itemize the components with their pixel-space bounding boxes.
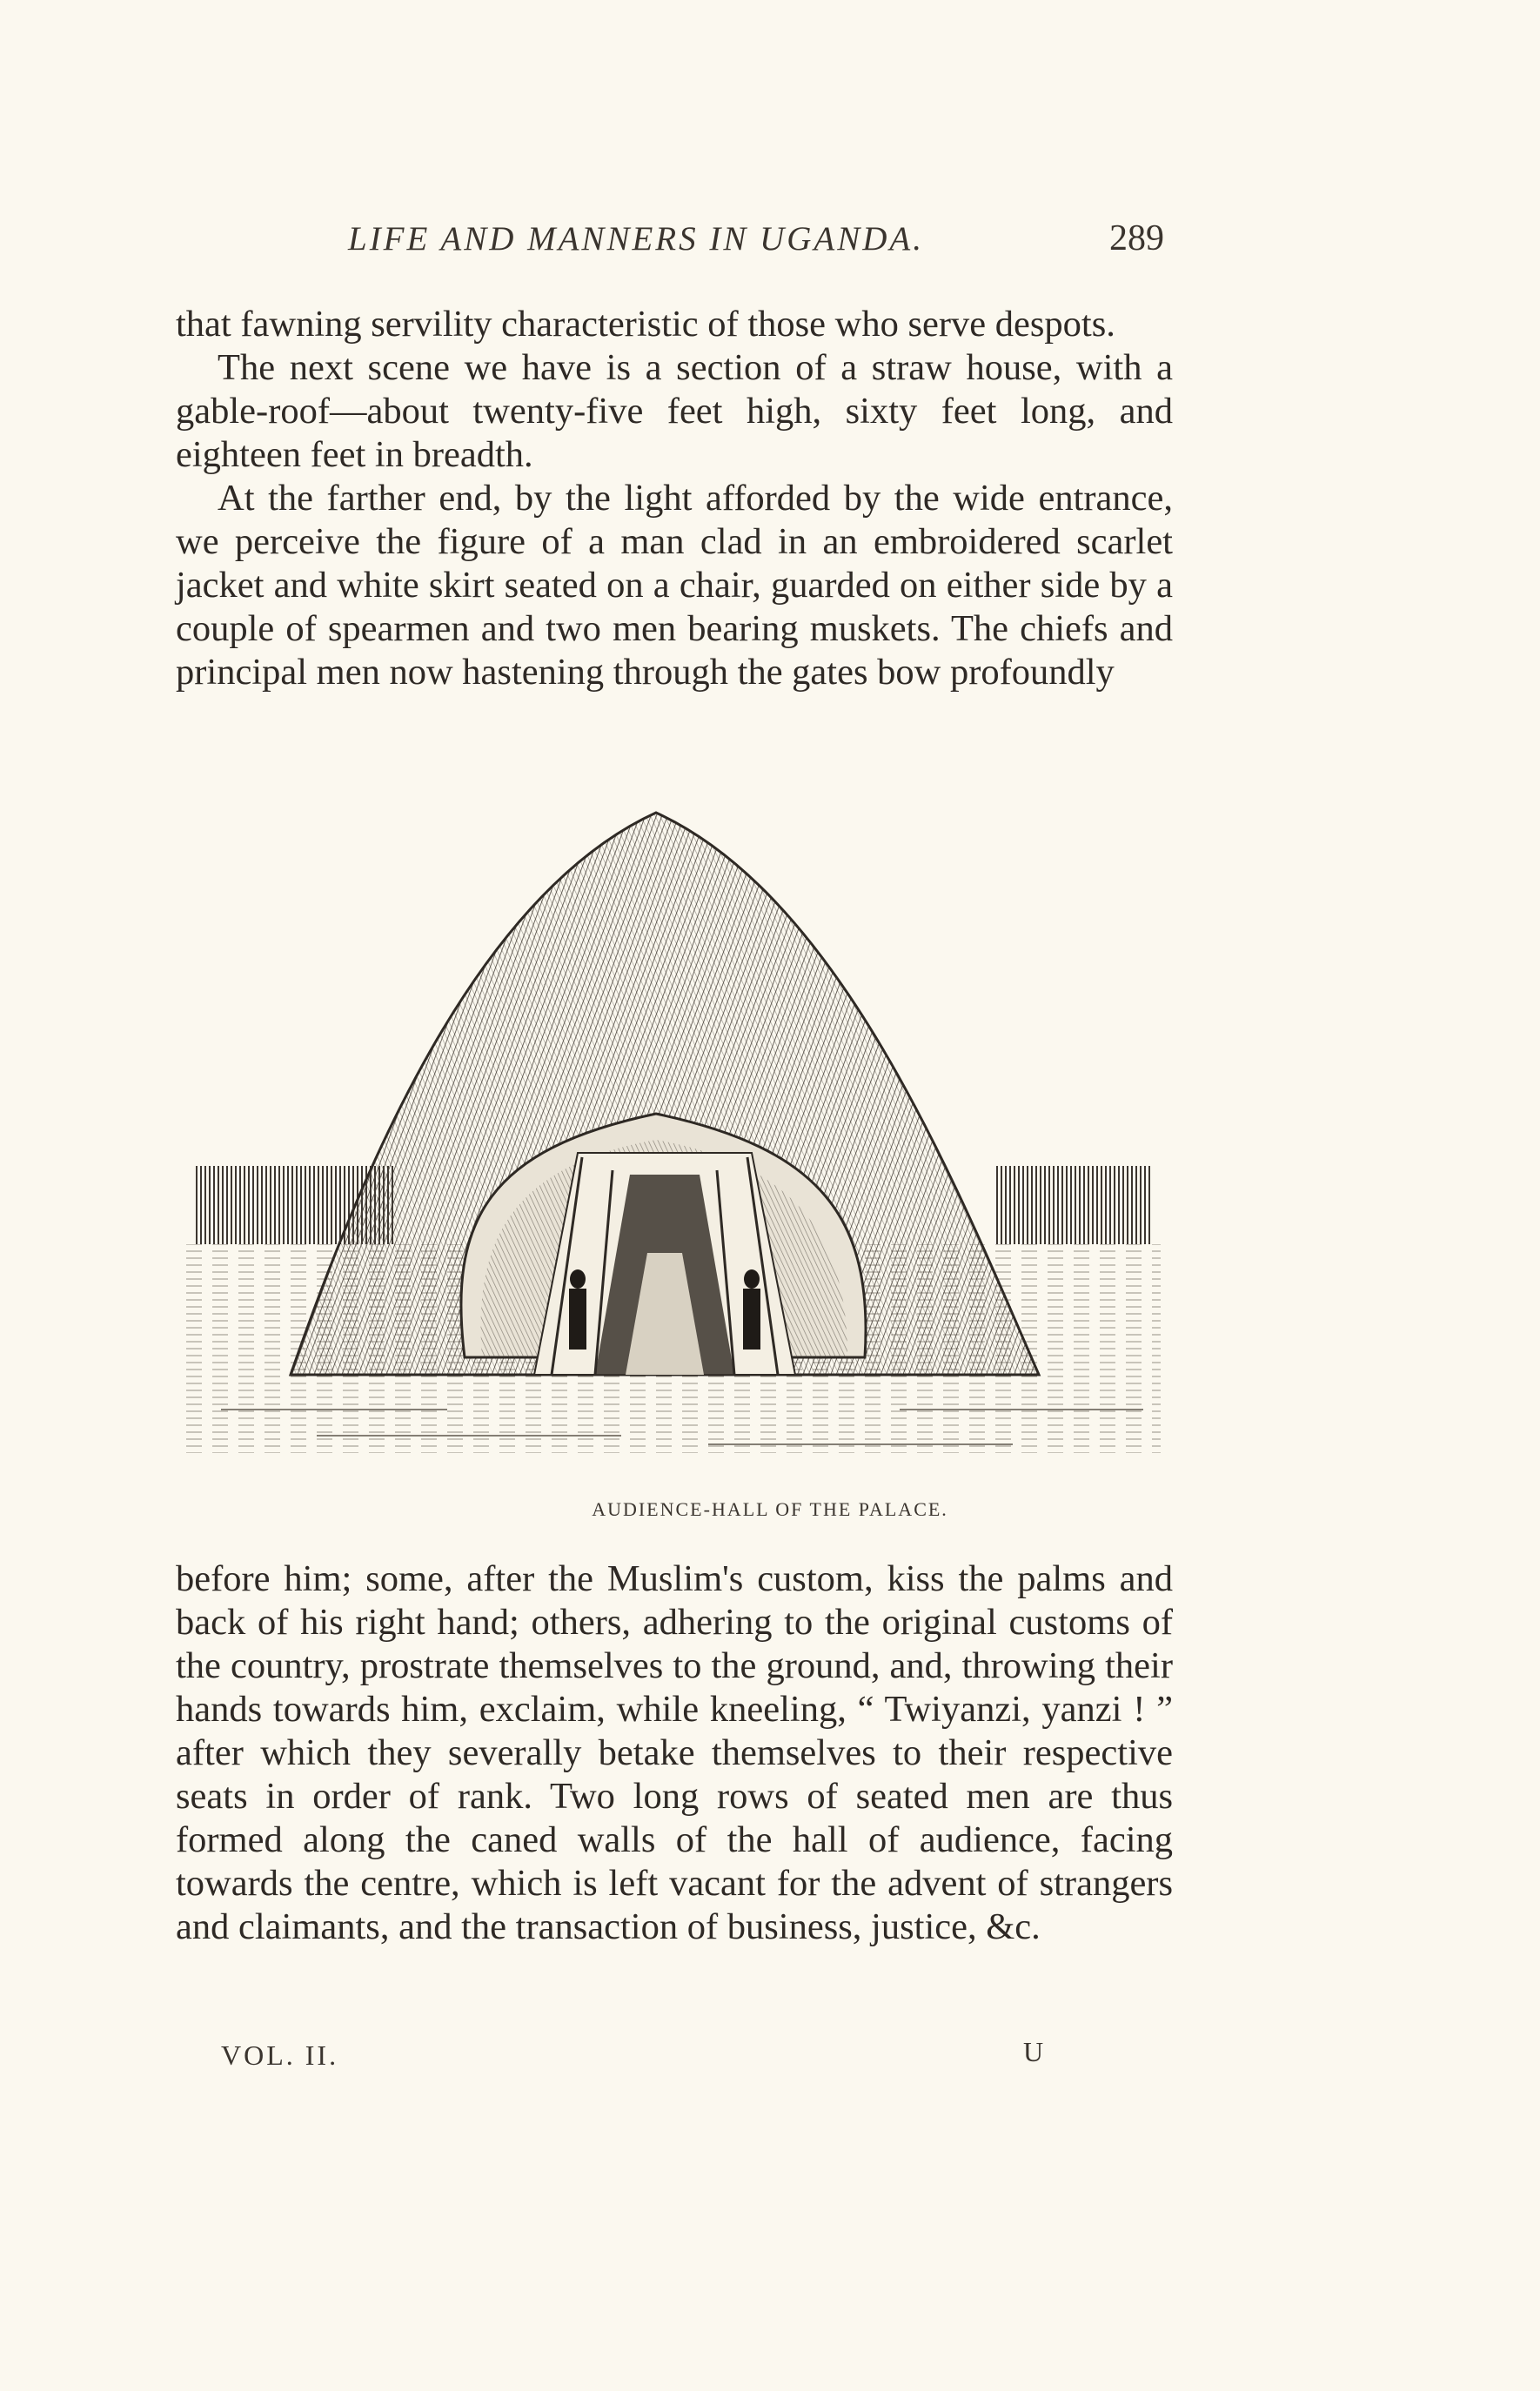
paragraph: The next scene we have is a section of a straw house, with a gable-roof—about twenty-five feet high, sixty feet long, and eighteen feet in breadth. [176, 347, 1173, 475]
fence-right [995, 1166, 1152, 1244]
body-text-bottom [176, 1557, 1173, 1949]
paragraph: before him; some, after the Muslim's custom, kiss the palms and back of his right hand; others, adhering to the original customs of the country, prostrate themselves to the ground, and, throwing their hands towards him, exclaim, while kneeling, “ Twiyanzi, yanzi ! ” after which they severally betake themselves to their respective seats in order of rank. Two long rows of seated men are thus formed along the caned walls of the hall of audience, facing towards the centre, which is left vacant for the advent of strangers and claimants, and the transaction of business, justice, &c. [176, 1558, 1173, 1947]
paragraph: that fawning servility characteristic of those who serve despots. [176, 304, 1115, 345]
page-number: 289 [1109, 218, 1164, 258]
audience-hall-engraving [186, 809, 1161, 1488]
running-head: LIFE AND MANNERS IN UGANDA. [348, 220, 925, 258]
body-text-top [176, 303, 1173, 694]
signature-mark: U [1023, 2036, 1044, 2067]
paragraph: At the farther end, by the light afforded by the wide entrance, we perceive the figure of a man clad in an embroidered scarlet jacket and white skirt seated on a chair, guarded on either side by a couple of spearmen and two men bearing muskets. The chiefs and principal men now hastening through the gates bow profoundly [176, 478, 1173, 693]
figure-caption: AUDIENCE-HALL OF THE PALACE. [592, 1498, 948, 1520]
volume-mark: VOL. II. [221, 2039, 339, 2071]
